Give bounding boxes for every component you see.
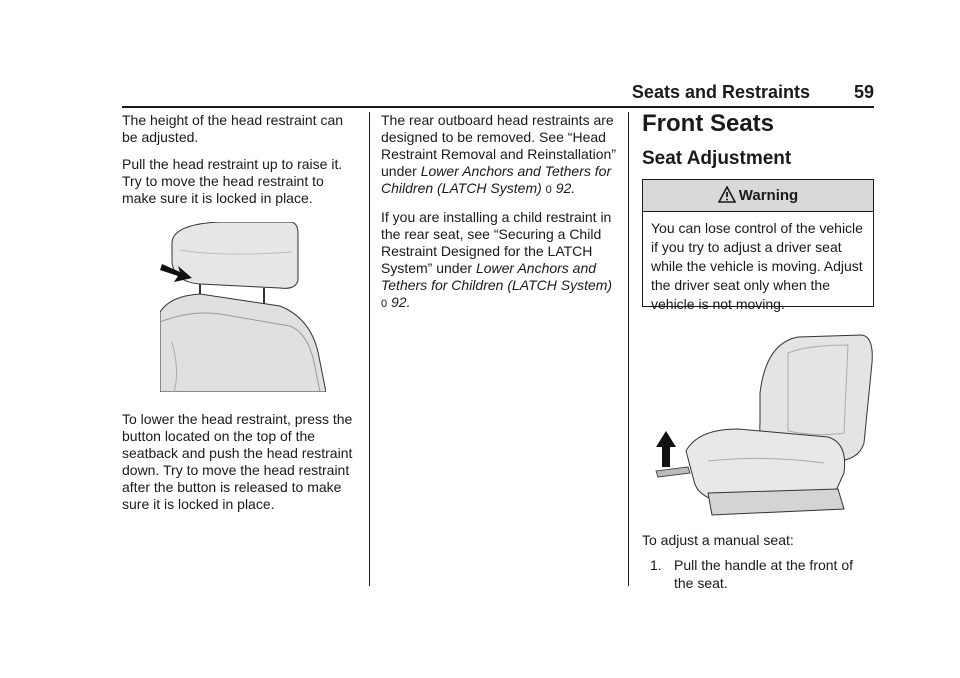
- step-1: [642, 556, 874, 592]
- cross-reference-link[interactable]: Lower Anchors and Tethers for Children (LATCH System): [381, 163, 612, 196]
- page-ref-number[interactable]: 92: [555, 180, 572, 196]
- paragraph: If you are installing a child restraint in the rear seat, see “Securing a Child Restraint Designed for the LATCH System” under Lower Anchors and Tethers for Children (LATCH System) 0 92.: [381, 209, 613, 310]
- header-rule: [122, 106, 874, 108]
- front-seat-illustration: [648, 333, 874, 518]
- step-text: Pull the handle at the front of the seat.: [674, 557, 854, 591]
- warning-text: You can lose control of the vehicle if you try to adjust a driver seat while the vehicle is moving. Adjust the driver seat only when the vehicle is not moving.: [651, 220, 863, 312]
- section-title: Seats and Restraints: [631, 82, 810, 102]
- paragraph: Pull the head restraint up to raise it. Try to move the head restraint to make sure it is locked in place.: [122, 156, 343, 206]
- page-ref-number[interactable]: 92: [391, 294, 407, 310]
- page-ref-icon: 0: [545, 184, 552, 196]
- cross-reference-link[interactable]: Lower Anchors and Tethers for Children (LATCH System): [381, 260, 613, 293]
- page-number: 59: [853, 82, 874, 102]
- paragraph: The rear outboard head restraints are designed to be removed. See “Head Restraint Removal and Reinstallation” under Lower Anchors and Tethers for Children (LATCH System) 0 92.: [381, 112, 616, 196]
- warning-box: [642, 179, 874, 312]
- paragraph: To lower the head restraint, press the button located on the top of the seatback and push the head restraint down. Try to move the head restraint after the button is released to make sure it is locked in place.: [122, 411, 353, 512]
- column-2: [381, 112, 619, 323]
- intro-text: To adjust a manual seat:: [642, 532, 794, 548]
- warning-label: Warning: [738, 187, 799, 204]
- head-restraint-illustration: [160, 222, 326, 392]
- column-divider: [369, 112, 370, 586]
- step-number: 1.: [650, 557, 662, 573]
- column-divider: [628, 112, 629, 586]
- page-header: [122, 82, 874, 108]
- section-heading: Seat Adjustment: [642, 148, 792, 169]
- warning-icon: [718, 186, 736, 203]
- page-title: Front Seats: [642, 110, 775, 137]
- instructions: [642, 531, 874, 592]
- page-ref-icon: 0: [381, 298, 388, 310]
- paragraph: The height of the head restraint can be adjusted.: [122, 112, 344, 145]
- warning-header: [643, 180, 873, 212]
